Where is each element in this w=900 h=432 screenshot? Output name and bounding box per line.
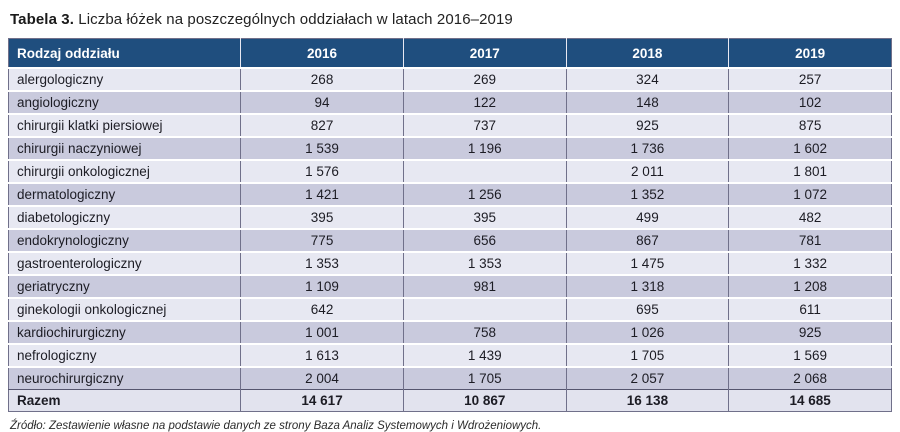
- ward-name-cell: nefrologiczny: [9, 344, 241, 367]
- value-cell: 2 057: [566, 367, 729, 390]
- header-year-2018: 2018: [566, 39, 729, 69]
- header-year-2019: 2019: [729, 39, 892, 69]
- table-row: [9, 183, 892, 206]
- value-cell: 268: [241, 68, 404, 91]
- value-cell: 611: [729, 298, 892, 321]
- value-cell: 2 011: [566, 160, 729, 183]
- table-row-total: [9, 390, 892, 412]
- value-cell: 781: [729, 229, 892, 252]
- value-cell: 775: [241, 229, 404, 252]
- value-cell: 482: [729, 206, 892, 229]
- value-cell: 122: [403, 91, 566, 114]
- value-cell: 1 705: [566, 344, 729, 367]
- value-cell: 1 352: [566, 183, 729, 206]
- value-cell: 1 208: [729, 275, 892, 298]
- table-row: [9, 344, 892, 367]
- table-row: [9, 91, 892, 114]
- value-cell: 925: [729, 321, 892, 344]
- table-row: [9, 137, 892, 160]
- table-row: [9, 229, 892, 252]
- value-cell: 1 196: [403, 137, 566, 160]
- table-row: [9, 206, 892, 229]
- table-row: [9, 275, 892, 298]
- value-cell: 1 613: [241, 344, 404, 367]
- value-cell: 1 026: [566, 321, 729, 344]
- ward-name-cell: dermatologiczny: [9, 183, 241, 206]
- ward-name-cell: kardiochirurgiczny: [9, 321, 241, 344]
- table-caption-number: Tabela 3.: [10, 11, 74, 28]
- value-cell: 1 705: [403, 367, 566, 390]
- table-row: [9, 114, 892, 137]
- value-cell: 1 001: [241, 321, 404, 344]
- value-cell: 981: [403, 275, 566, 298]
- ward-name-cell: alergologiczny: [9, 68, 241, 91]
- header-year-2016: 2016: [241, 39, 404, 69]
- ward-name-cell: endokrynologiczny: [9, 229, 241, 252]
- table-row: [9, 321, 892, 344]
- value-cell: 1 475: [566, 252, 729, 275]
- value-cell: 1 109: [241, 275, 404, 298]
- value-cell: 1 576: [241, 160, 404, 183]
- value-cell: 94: [241, 91, 404, 114]
- table-row: [9, 252, 892, 275]
- table-row: [9, 68, 892, 91]
- value-cell: 875: [729, 114, 892, 137]
- value-cell: 2 004: [241, 367, 404, 390]
- ward-name-cell: geriatryczny: [9, 275, 241, 298]
- value-cell: 257: [729, 68, 892, 91]
- value-cell: 1 602: [729, 137, 892, 160]
- ward-name-cell: chirurgii naczyniowej: [9, 137, 241, 160]
- header-year-2017: 2017: [403, 39, 566, 69]
- value-cell: 14 685: [729, 390, 892, 412]
- value-cell: 1 332: [729, 252, 892, 275]
- value-cell: 1 353: [241, 252, 404, 275]
- value-cell: 1 318: [566, 275, 729, 298]
- header-ward-type: Rodzaj oddziału: [9, 39, 241, 69]
- ward-name-cell: angiologiczny: [9, 91, 241, 114]
- table-caption-text: Liczba łóżek na poszczególnych oddziałach w latach 2016–2019: [73, 11, 513, 28]
- value-cell: 867: [566, 229, 729, 252]
- value-cell: 642: [241, 298, 404, 321]
- value-cell: 737: [403, 114, 566, 137]
- table-row: [9, 298, 892, 321]
- value-cell: 324: [566, 68, 729, 91]
- ward-name-cell: chirurgii klatki piersiowej: [9, 114, 241, 137]
- beds-table: [8, 38, 892, 412]
- value-cell: 14 617: [241, 390, 404, 412]
- value-cell: 2 068: [729, 367, 892, 390]
- source-note: Źródło: Zestawienie własne na podstawie danych ze strony Baza Analiz Systemowych i Wdrożeniowych.: [10, 420, 542, 432]
- ward-name-cell: chirurgii onkologicznej: [9, 160, 241, 183]
- value-cell: 148: [566, 91, 729, 114]
- table-row: [9, 367, 892, 390]
- value-cell: 758: [403, 321, 566, 344]
- value-cell: [403, 298, 566, 321]
- value-cell: 1 421: [241, 183, 404, 206]
- value-cell: 16 138: [566, 390, 729, 412]
- value-cell: 499: [566, 206, 729, 229]
- value-cell: 1 072: [729, 183, 892, 206]
- ward-name-cell: ginekologii onkologicznej: [9, 298, 241, 321]
- value-cell: 1 539: [241, 137, 404, 160]
- value-cell: [403, 160, 566, 183]
- value-cell: 395: [403, 206, 566, 229]
- value-cell: 102: [729, 91, 892, 114]
- value-cell: 656: [403, 229, 566, 252]
- value-cell: 1 256: [403, 183, 566, 206]
- ward-name-cell: gastroenterologiczny: [9, 252, 241, 275]
- value-cell: 1 353: [403, 252, 566, 275]
- value-cell: 10 867: [403, 390, 566, 412]
- header-row: [9, 39, 892, 69]
- value-cell: 269: [403, 68, 566, 91]
- value-cell: 395: [241, 206, 404, 229]
- value-cell: 1 736: [566, 137, 729, 160]
- ward-name-cell: Razem: [9, 390, 241, 412]
- table-caption: [10, 11, 892, 28]
- table-body: [9, 68, 892, 412]
- value-cell: 1 439: [403, 344, 566, 367]
- value-cell: 925: [566, 114, 729, 137]
- ward-name-cell: neurochirurgiczny: [9, 367, 241, 390]
- table-row: [9, 160, 892, 183]
- value-cell: 1 569: [729, 344, 892, 367]
- value-cell: 1 801: [729, 160, 892, 183]
- value-cell: 827: [241, 114, 404, 137]
- ward-name-cell: diabetologiczny: [9, 206, 241, 229]
- value-cell: 695: [566, 298, 729, 321]
